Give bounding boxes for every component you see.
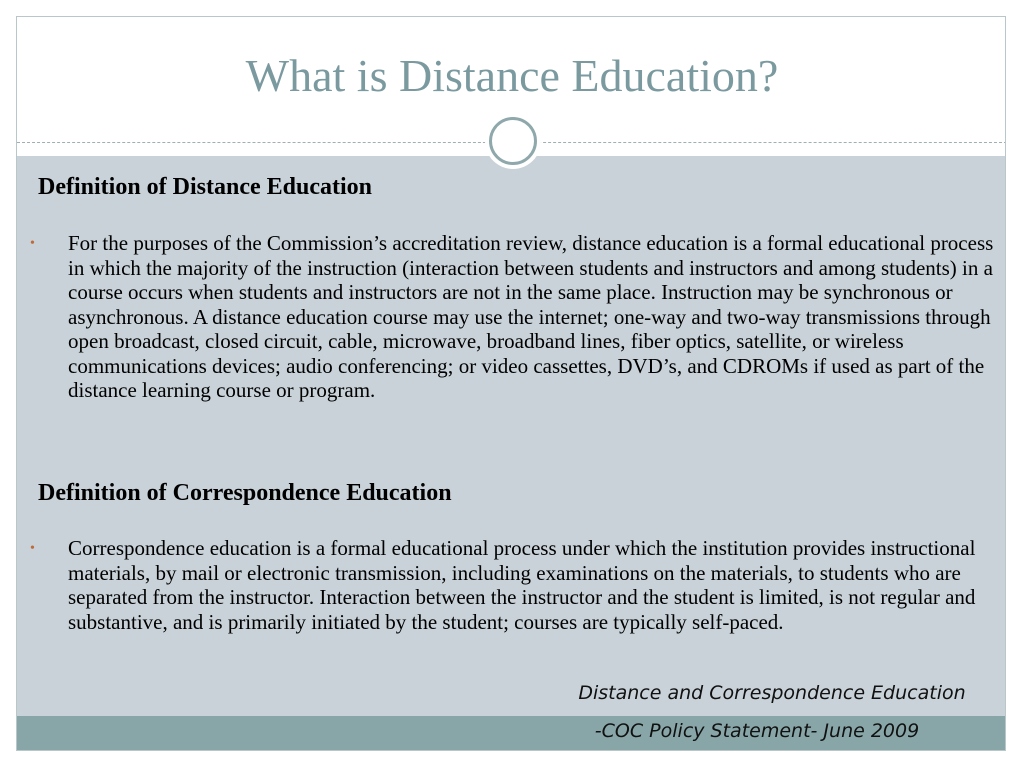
bullet-correspondence bbox=[30, 536, 995, 634]
bottom-band bbox=[17, 716, 1006, 751]
bullet-text-distance: For the purposes of the Commission’s accreditation review, distance education is a formal educational process in which the majority of the instruction (interaction between students and instructors and among students) in a course occurs when students and instructors are not in the same place. Instruction may be synchronous or asynchronous. A distance education course may use the internet; one-way and two-way transmissions through open broadcast, closed circuit, cable, microwave, broadband lines, fiber optics, satellite, or wireless communications devices; audio conferencing; or video cassettes, DVD’s, and CDROMs if used as part of the distance learning course or program. bbox=[68, 231, 994, 402]
citation-line-2: -COC Policy Statement- June 2009 bbox=[594, 720, 920, 742]
bullet-distance bbox=[30, 231, 995, 403]
bullet-text-correspondence: Correspondence education is a formal educational process under which the institution provides instructional materials, by mail or electronic transmission, including examinations on the materials, to students who are separated from the instructor. Interaction between the instructor and the student is limited, is not regular and substantive, and is primarily initiated by the student; courses are typically self-paced. bbox=[68, 536, 976, 634]
section-heading-correspondence: Definition of Correspondence Education bbox=[38, 480, 452, 506]
content-area bbox=[17, 156, 1006, 716]
bullet-dot-icon: • bbox=[30, 236, 35, 251]
decorative-ring-icon bbox=[489, 117, 537, 165]
section-heading-distance: Definition of Distance Education bbox=[38, 174, 373, 200]
slide-title: What is Distance Education? bbox=[245, 50, 779, 101]
citation-line-1: Distance and Correspondence Education bbox=[578, 682, 966, 704]
slide-frame bbox=[16, 16, 1006, 751]
bullet-dot-icon: • bbox=[30, 541, 35, 556]
